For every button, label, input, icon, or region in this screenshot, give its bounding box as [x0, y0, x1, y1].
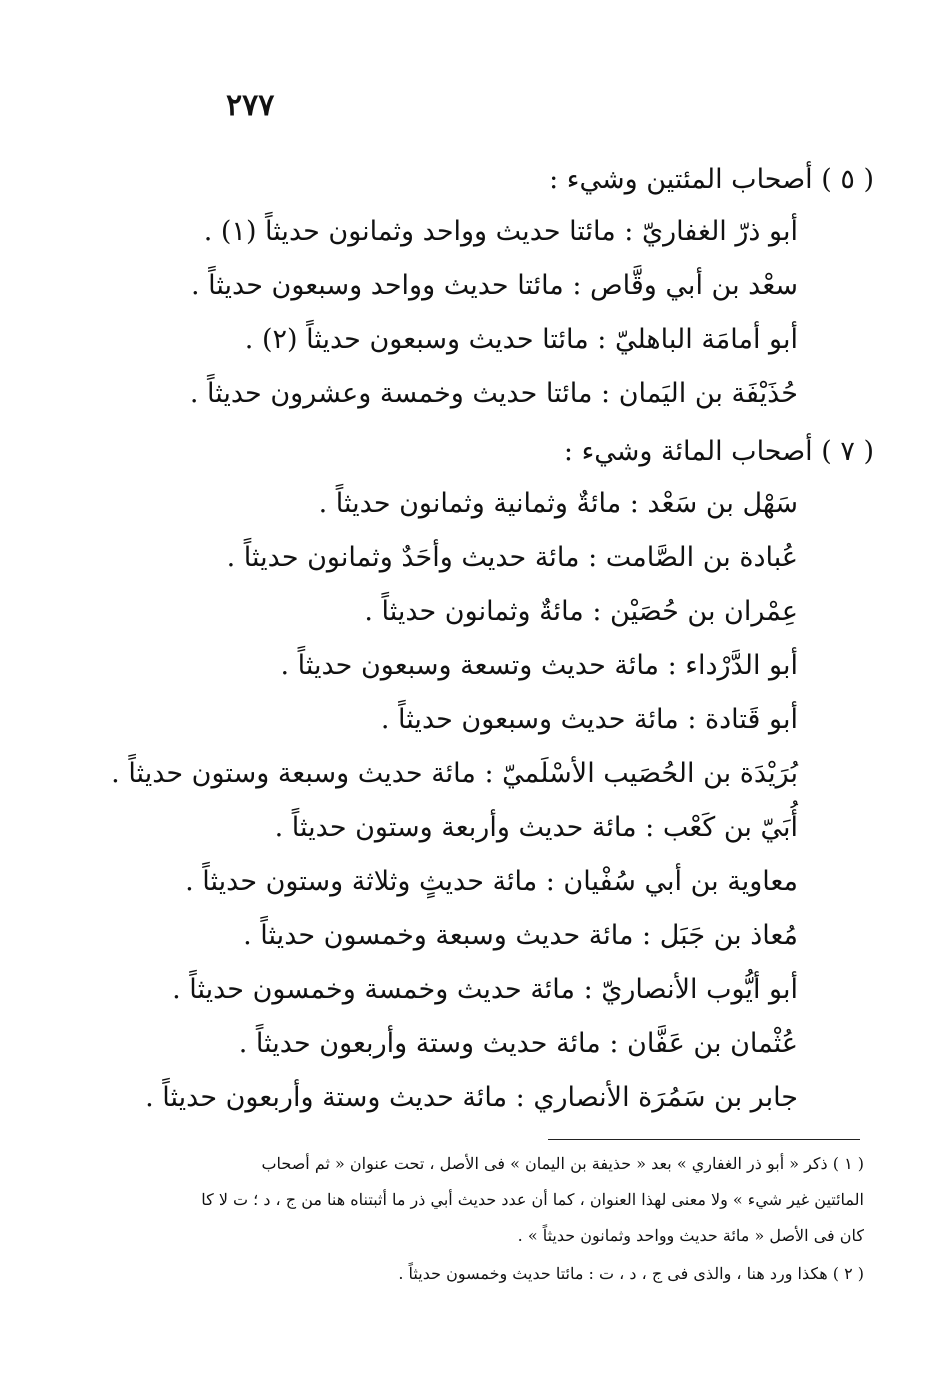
- page-number: ٢٧٧: [226, 88, 275, 123]
- companion-entry: بُرَيْدَة بن الحُصَيب الأسْلَميّ : مائة حديث وسبعة وستون حديثاً .: [111, 758, 798, 789]
- companion-entry: معاوية بن أبي سُفْيان : مائة حديثٍ وثلاثة وستون حديثاً .: [185, 866, 798, 897]
- companion-entry: سعْد بن أبي وقَّاص : مائتا حديث وواحد وسبعون حديثاً .: [191, 270, 798, 301]
- companion-entry: أبو الدَّرْداء : مائة حديث وتسعة وسبعون حديثاً .: [280, 650, 798, 681]
- companion-entry: سَهْل بن سَعْد : مائةٌ وثمانية وثمانون حديثاً .: [318, 488, 798, 519]
- section-heading: ( ٥ ) أصحاب المئتين وشيء :: [549, 164, 874, 195]
- footnote-divider: [548, 1139, 860, 1140]
- companion-entry: أبو أيُّوب الأنصاريّ : مائة حديث وخمسة وخمسون حديثاً .: [172, 974, 798, 1005]
- section-heading: ( ٧ ) أصحاب المائة وشيء :: [563, 436, 874, 467]
- companion-entry: عُبادة بن الصَّامت : مائة حديث وأحَدٌ وثمانون حديثاً .: [226, 542, 798, 573]
- companion-entry: أبو ذرّ الغفاريّ : مائتا حديث وواحد وثمانون حديثاً (١) .: [203, 216, 798, 247]
- footnote-line: كان فى الأصل « مائة حديث وواحد وثمانون حديثاً » .: [517, 1226, 864, 1245]
- companion-entry: أُبَيّ بن كَعْب : مائة حديث وأربعة وستون حديثاً .: [274, 812, 798, 843]
- companion-entry: أبو أمامَة الباهليّ : مائتا حديث وسبعون حديثاً (٢) .: [244, 324, 798, 355]
- footnote-line: المائتين غير شيء » ولا معنى لهذا العنوان ، كما أن عدد حديث أبي ذر ما أثبتناه هنا من ج ، د ؛ ت لا كا: [201, 1190, 864, 1209]
- footnote-line: ( ١ ) ذكر « أبو ذر الغفاري » بعد « حذيفة بن اليمان » فى الأصل ، تحت عنوان « ثم أصحاب: [261, 1154, 864, 1173]
- companion-entry: أبو قَتادة : مائة حديث وسبعون حديثاً .: [380, 704, 798, 735]
- footnote-line: ( ٢ ) هكذا ورد هنا ، والذى فى ج ، د ، ت : مائتا حديث وخمسون حديثاً .: [398, 1264, 864, 1283]
- companion-entry: عُثْمان بن عَفَّان : مائة حديث وستة وأربعون حديثاً .: [238, 1028, 798, 1059]
- companion-entry: جابر بن سَمُرَة الأنصاري : مائة حديث وستة وأربعون حديثاً .: [145, 1082, 798, 1113]
- companion-entry: عِمْران بن حُصَيْن : مائةٌ وثمانون حديثاً .: [364, 596, 798, 627]
- companion-entry: حُذَيْفَة بن اليَمان : مائتا حديث وخمسة وعشرون حديثاً .: [189, 378, 798, 409]
- companion-entry: مُعاذ بن جَبَل : مائة حديث وسبعة وخمسون حديثاً .: [243, 920, 798, 951]
